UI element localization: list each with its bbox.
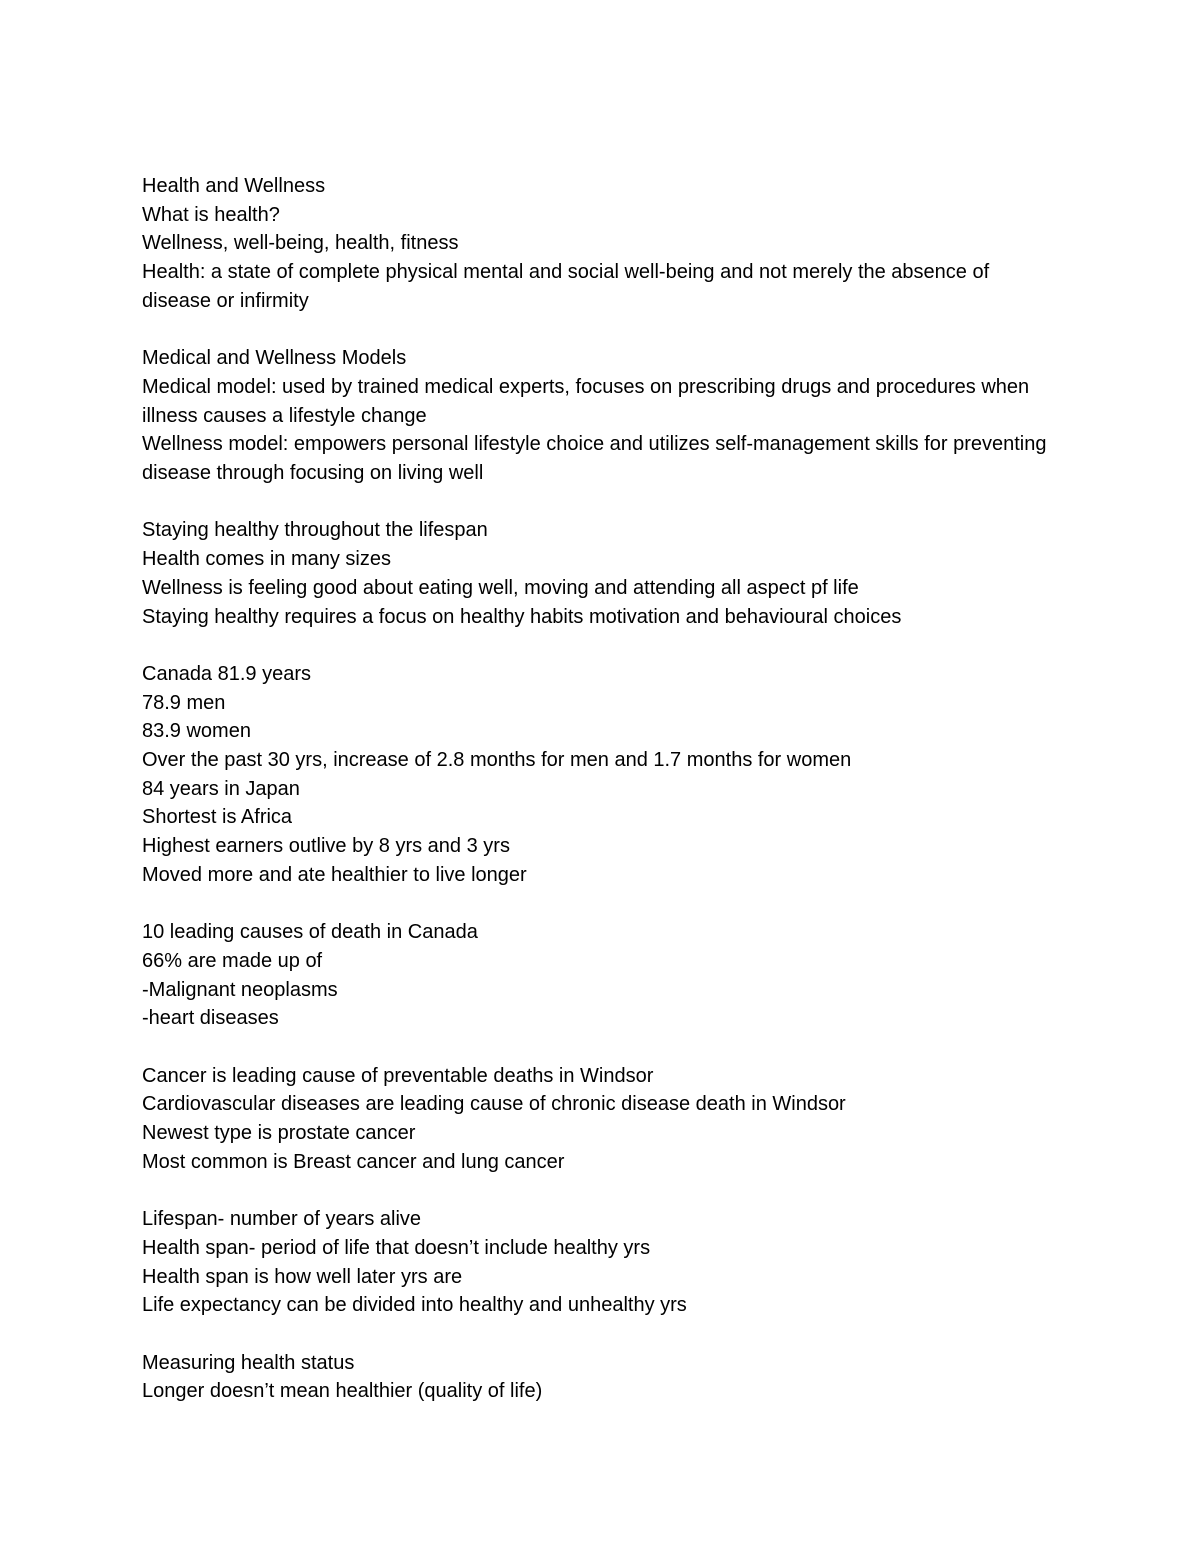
- text-line: Wellness is feeling good about eating well, moving and attending all aspect pf life: [142, 576, 859, 599]
- section-staying-healthy: [142, 516, 1062, 631]
- text-line: Health: a state of complete physical mental and social well-being and not merely the absence of disease or infirmity: [142, 261, 990, 312]
- text-line: Staying healthy requires a focus on healthy habits motivation and behavioural choices: [142, 605, 902, 628]
- text-line: What is health?: [142, 203, 280, 226]
- text-line: 83.9 women: [142, 720, 251, 743]
- text-line: Over the past 30 yrs, increase of 2.8 months for men and 1.7 months for women: [142, 749, 852, 772]
- text-line: Health comes in many sizes: [142, 548, 391, 571]
- text-line: Moved more and ate healthier to live longer: [142, 863, 527, 886]
- section-heading: Health and Wellness: [142, 175, 326, 197]
- text-line: Cardiovascular diseases are leading cause of chronic disease death in Windsor: [142, 1093, 846, 1116]
- text-line: Shortest is Africa: [142, 806, 293, 829]
- text-line: Medical model: used by trained medical experts, focuses on prescribing drugs and procedures when illness causes a lifestyle change: [142, 375, 1030, 427]
- section-heading: Lifespan- number of years alive: [142, 1208, 422, 1231]
- text-line: 66% are made up of: [142, 949, 323, 972]
- text-line: Longer doesn’t mean healthier (quality of life): [142, 1380, 543, 1403]
- text-line: -Malignant neoplasms: [142, 978, 338, 1001]
- text-line: Life expectancy can be divided into healthy and unhealthy yrs: [142, 1294, 687, 1317]
- text-line: 84 years in Japan: [142, 777, 300, 800]
- text-line: Most common is Breast cancer and lung cancer: [142, 1150, 565, 1173]
- section-lifespan-and-health-span: [142, 1205, 1062, 1320]
- text-line: Newest type is prostate cancer: [142, 1122, 416, 1145]
- text-line: Health span- period of life that doesn’t include healthy yrs: [142, 1236, 651, 1259]
- section-leading-causes-of-death: [142, 918, 1062, 1033]
- text-line: 78.9 men: [142, 691, 226, 714]
- section-windsor-statistics: [142, 1062, 1062, 1177]
- section-medical-and-wellness-models: [142, 344, 1062, 488]
- section-heading: Canada 81.9 years: [142, 662, 312, 685]
- section-heading: Measuring health status: [142, 1351, 355, 1374]
- document-body: [142, 172, 1062, 1406]
- text-line: Wellness, well-being, health, fitness: [142, 232, 459, 255]
- text-line: -heart diseases: [142, 1007, 279, 1030]
- section-measuring-health-status: [142, 1349, 1062, 1406]
- section-heading: Staying healthy throughout the lifespan: [142, 519, 488, 542]
- text-line: Highest earners outlive by 8 yrs and 3 yrs: [142, 835, 510, 858]
- section-heading: 10 leading causes of death in Canada: [142, 921, 478, 944]
- text-line: Health span is how well later yrs are: [142, 1265, 463, 1288]
- section-heading: Cancer is leading cause of preventable deaths in Windsor: [142, 1064, 654, 1087]
- section-health-and-wellness: [142, 172, 1062, 316]
- section-heading: Medical and Wellness Models: [142, 347, 407, 370]
- text-line: Wellness model: empowers personal lifestyle choice and utilizes self-management skills for preventing disease through focusing on living well: [142, 433, 1047, 485]
- section-life-expectancy: [142, 660, 1062, 890]
